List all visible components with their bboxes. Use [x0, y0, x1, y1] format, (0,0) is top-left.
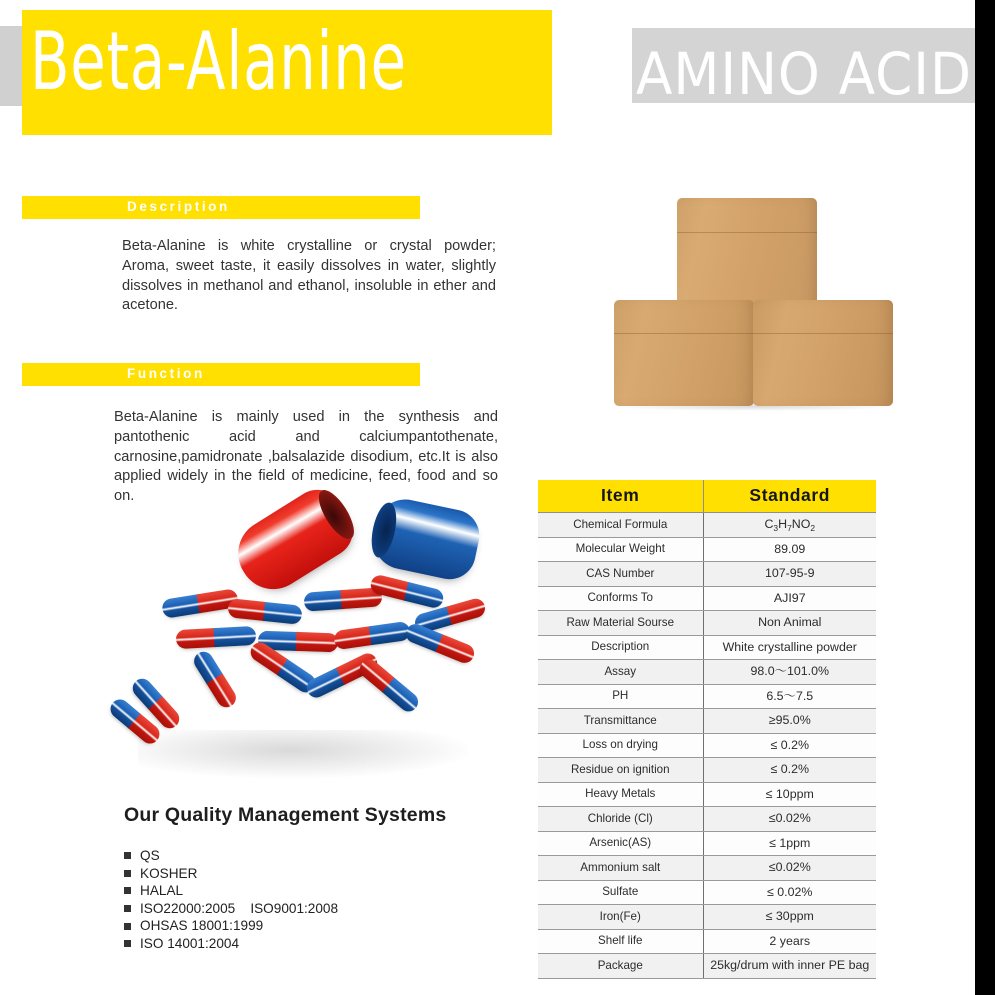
list-item: [124, 882, 338, 900]
table-header-row: [538, 480, 876, 513]
list-item: [124, 865, 338, 883]
table-cell-item: Ammonium salt: [538, 856, 703, 881]
carton-lid-line: [753, 333, 893, 334]
carton-lid-line: [677, 232, 817, 233]
large-blue-capsule: [368, 494, 484, 584]
table-cell-item: PH: [538, 684, 703, 709]
small-capsule: [161, 588, 239, 619]
table-row: [538, 537, 876, 562]
square-bullet-icon: [124, 923, 131, 930]
quality-systems-title: Our Quality Management Systems: [124, 804, 447, 826]
table-header-standard: Standard: [703, 480, 876, 513]
table-cell-standard: 107-95-9: [703, 562, 876, 587]
table-cell-item: Loss on drying: [538, 733, 703, 758]
table-cell-item: Heavy Metals: [538, 782, 703, 807]
small-capsule: [356, 656, 422, 716]
table-row: [538, 807, 876, 832]
table-cell-standard: 89.09: [703, 537, 876, 562]
table-cell-item: Molecular Weight: [538, 537, 703, 562]
table-row: [538, 929, 876, 954]
table-cell-standard: ≤ 0.02%: [703, 880, 876, 905]
capsule-opening: [367, 500, 400, 559]
table-row: [538, 611, 876, 636]
table-cell-item: Description: [538, 635, 703, 660]
table-cell-standard: 98.0～101.0%: [703, 660, 876, 685]
table-cell-item: Chemical Formula: [538, 513, 703, 538]
carton-lid-line: [614, 333, 754, 334]
table-cell-standard: ≤ 10ppm: [703, 782, 876, 807]
small-capsule: [303, 587, 382, 611]
square-bullet-icon: [124, 940, 131, 947]
table-row: [538, 635, 876, 660]
carton-box-bottom-right: [753, 300, 893, 406]
list-item-label: ISO22000:2005 ISO9001:2008: [140, 900, 339, 916]
table-cell-standard: $C_3H_7NO_2$: [703, 513, 876, 538]
table-row: [538, 586, 876, 611]
table-cell-standard: ≤ 30ppm: [703, 905, 876, 930]
table-cell-item: CAS Number: [538, 562, 703, 587]
table-cell-item: Raw Material Sourse: [538, 611, 703, 636]
list-item-label: OHSAS 18001:1999: [140, 918, 264, 934]
table-cell-item: Arsenic(AS): [538, 831, 703, 856]
table-row: [538, 954, 876, 979]
table-row: [538, 562, 876, 587]
table-cell-item: Conforms To: [538, 586, 703, 611]
table-cell-standard: ≤ 1ppm: [703, 831, 876, 856]
table-cell-item: Iron(Fe): [538, 905, 703, 930]
left-gray-accent-block: [0, 26, 23, 106]
large-red-capsule: [225, 480, 362, 602]
table-row: [538, 880, 876, 905]
list-item: [124, 847, 338, 865]
carton-box-bottom-left: [614, 300, 754, 406]
specification-table: [538, 480, 876, 979]
table-cell-standard: AJI97: [703, 586, 876, 611]
product-title: Beta-Alanine: [30, 15, 407, 108]
capsules-shadow: [138, 730, 468, 778]
table-row: [538, 905, 876, 930]
table-row: [538, 709, 876, 734]
function-section-header: [22, 363, 420, 386]
table-row: [538, 831, 876, 856]
list-item: [124, 917, 338, 935]
square-bullet-icon: [124, 870, 131, 877]
table-cell-standard: ≤0.02%: [703, 807, 876, 832]
table-cell-item: Shelf life: [538, 929, 703, 954]
right-edge-strip: [975, 0, 995, 995]
small-capsule: [176, 626, 257, 649]
list-item-label: QS: [140, 848, 160, 863]
table-cell-item: Chloride (Cl): [538, 807, 703, 832]
table-header-item: Item: [538, 480, 703, 513]
table-row: [538, 856, 876, 881]
description-section-header: [22, 196, 420, 219]
category-title: AMINO ACID: [636, 40, 973, 108]
function-text: Beta-Alanine is mainly used in the synthesis and pantothenic acid and calciumpantothenate, carnosine,pamidronate ,balsalazide disodium, etc.It is also applied widely in the field of medicine, feed, food and so on.: [114, 409, 498, 505]
list-item: [124, 935, 338, 953]
quality-systems-list: [124, 847, 338, 953]
table-row: [538, 513, 876, 538]
table-cell-item: Sulfate: [538, 880, 703, 905]
list-item: [124, 900, 338, 918]
table-cell-standard: ≤0.02%: [703, 856, 876, 881]
table-cell-standard: ≥95.0%: [703, 709, 876, 734]
table-row: [538, 733, 876, 758]
list-item-label: KOSHER: [140, 865, 198, 881]
table-cell-standard: White crystalline powder: [703, 635, 876, 660]
table-cell-item: Assay: [538, 660, 703, 685]
description-text: Beta-Alanine is white crystalline or crystal powder; Aroma, sweet taste, it easily dissolves in water, slightly dissolves in methanol and ethanol, insoluble in ether and acetone.: [122, 238, 496, 314]
table-cell-standard: ≤ 0.2%: [703, 733, 876, 758]
table-row: [538, 684, 876, 709]
table-cell-item: Transmittance: [538, 709, 703, 734]
table-row: [538, 660, 876, 685]
small-capsule: [369, 573, 445, 609]
small-capsule: [333, 621, 411, 650]
table-row: [538, 782, 876, 807]
list-item-label: ISO 14001:2004: [140, 935, 240, 951]
small-capsule: [191, 648, 240, 711]
cardboard-boxes-image: [604, 188, 894, 413]
table-cell-standard: Non Animal: [703, 611, 876, 636]
square-bullet-icon: [124, 852, 131, 859]
table-cell-item: Residue on ignition: [538, 758, 703, 783]
description-section-label: Description: [127, 199, 230, 214]
table-cell-item: Package: [538, 954, 703, 979]
table-cell-standard: 25kg/drum with inner PE bag: [703, 954, 876, 979]
square-bullet-icon: [124, 905, 131, 912]
table-cell-standard: ≤ 0.2%: [703, 758, 876, 783]
capsules-image: [118, 498, 490, 790]
function-section-label: Function: [127, 366, 205, 381]
table-cell-standard: 2 years: [703, 929, 876, 954]
square-bullet-icon: [124, 887, 131, 894]
small-capsule: [227, 598, 303, 625]
table-row: [538, 758, 876, 783]
list-item-label: HALAL: [140, 883, 184, 899]
table-cell-standard: 6.5～7.5: [703, 684, 876, 709]
